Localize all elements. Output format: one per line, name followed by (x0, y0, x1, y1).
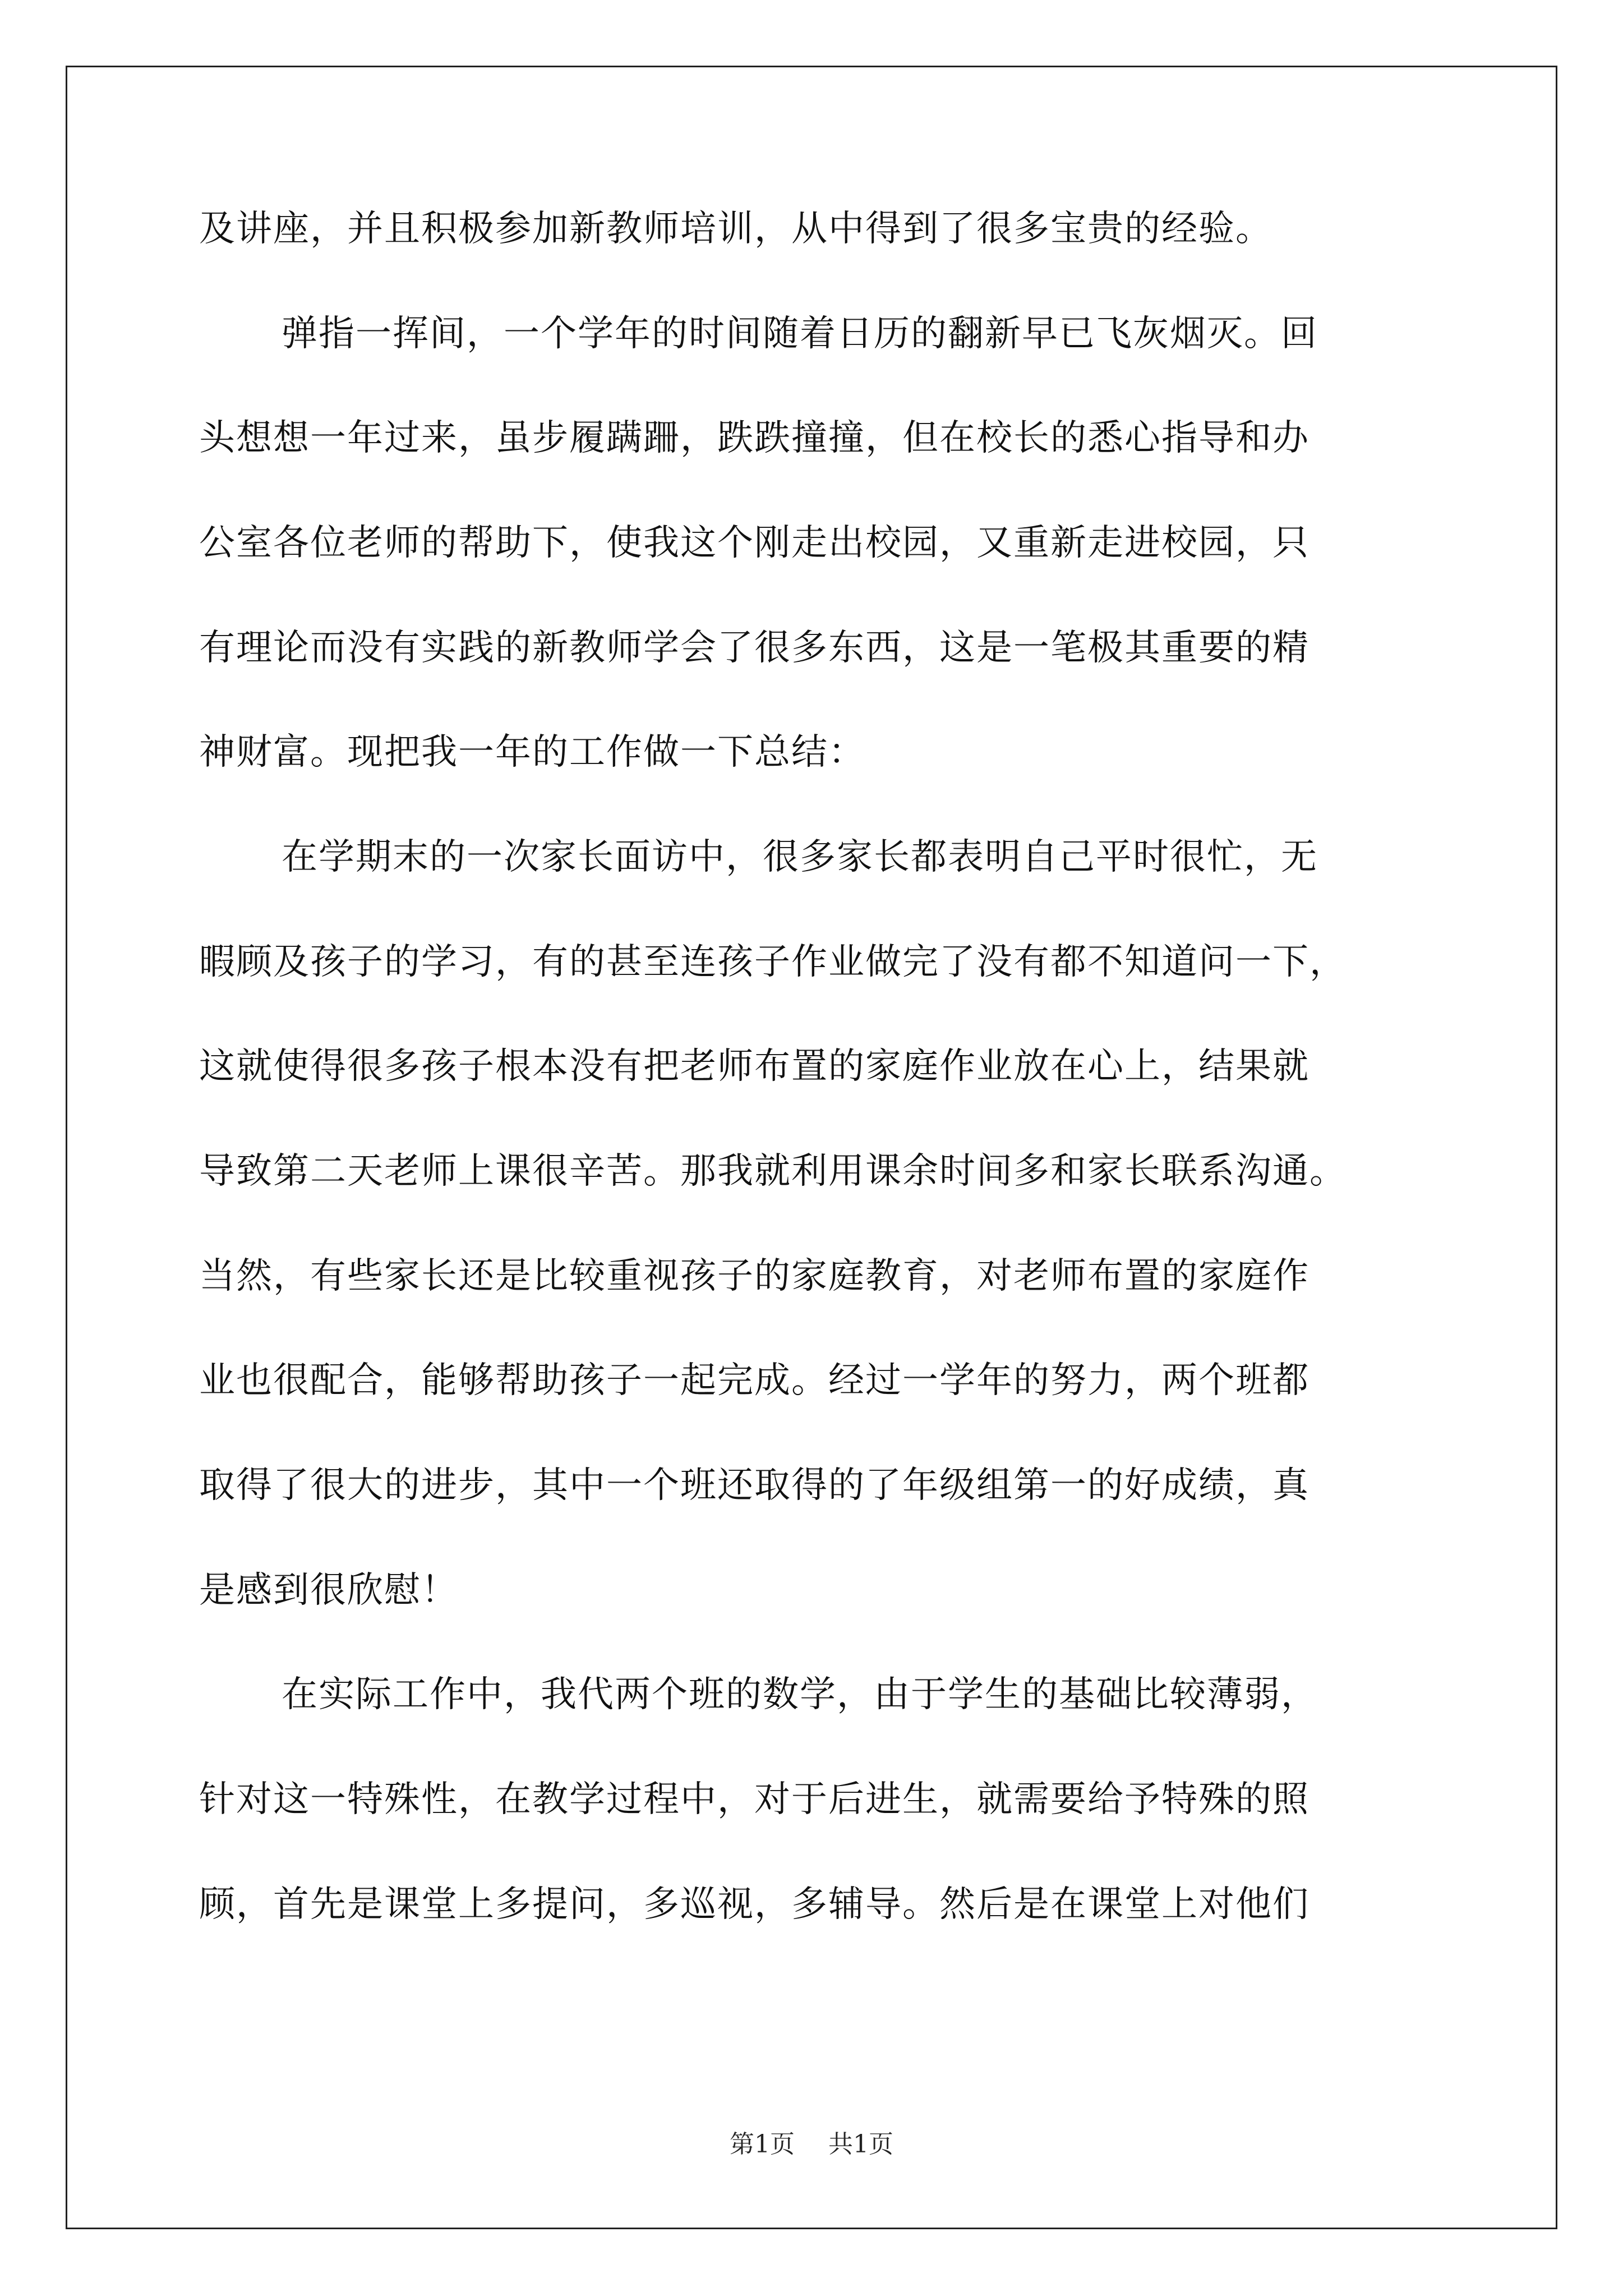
text-line: 暇顾及孩子的学习，有的甚至连孩子作业做完了没有都不知道问一下， (199, 941, 1347, 983)
text-line: 这就使得很多孩子根本没有把老师布置的家庭作业放在心上，结果就 (199, 1046, 1310, 1087)
text-line: 头想想一年过来，虽步履蹒跚，跌跌撞撞，但在校长的悉心指导和办 (199, 417, 1310, 459)
text-line: 业也很配合，能够帮助孩子一起完成。经过一学年的努力，两个班都 (199, 1360, 1310, 1401)
text-line: 神财富。现把我一年的工作做一下总结： (199, 731, 865, 773)
text-line: 有理论而没有实践的新教师学会了很多东西，这是一笔极其重要的精 (199, 627, 1310, 669)
page-footer (0, 2129, 1623, 2160)
text-line: 是感到很欣慰！ (199, 1570, 458, 1611)
text-line: 导致第二天老师上课很辛苦。那我就利用课余时间多和家长联系沟通。 (199, 1151, 1347, 1192)
text-line: 及讲座，并且积极参加新教师培训，从中得到了很多宝贵的经验。 (199, 208, 1272, 250)
paragraph-start-line: 弹指一挥间，一个学年的时间随着日历的翻新早已飞灰烟灭。回 (282, 313, 1318, 355)
text-line: 公室各位老师的帮助下，使我这个刚走出校园，又重新走进校园，只 (199, 522, 1310, 564)
paragraph-start-line: 在学期末的一次家长面访中，很多家长都表明自己平时很忙，无 (282, 836, 1318, 878)
text-line: 顾，首先是课堂上多提问，多巡视，多辅导。然后是在课堂上对他们 (199, 1884, 1310, 1925)
text-line: 针对这一特殊性，在教学过程中，对于后进生，就需要给予特殊的照 (199, 1779, 1310, 1820)
page-number: 第1页 (730, 2130, 795, 2159)
page-total: 共1页 (828, 2130, 893, 2159)
text-line: 取得了很大的进步，其中一个班还取得的了年级组第一的好成绩，真 (199, 1465, 1310, 1506)
paragraph-start-line: 在实际工作中，我代两个班的数学，由于学生的基础比较薄弱， (282, 1674, 1318, 1715)
text-line: 当然，有些家长还是比较重视孩子的家庭教育，对老师布置的家庭作 (199, 1255, 1310, 1297)
